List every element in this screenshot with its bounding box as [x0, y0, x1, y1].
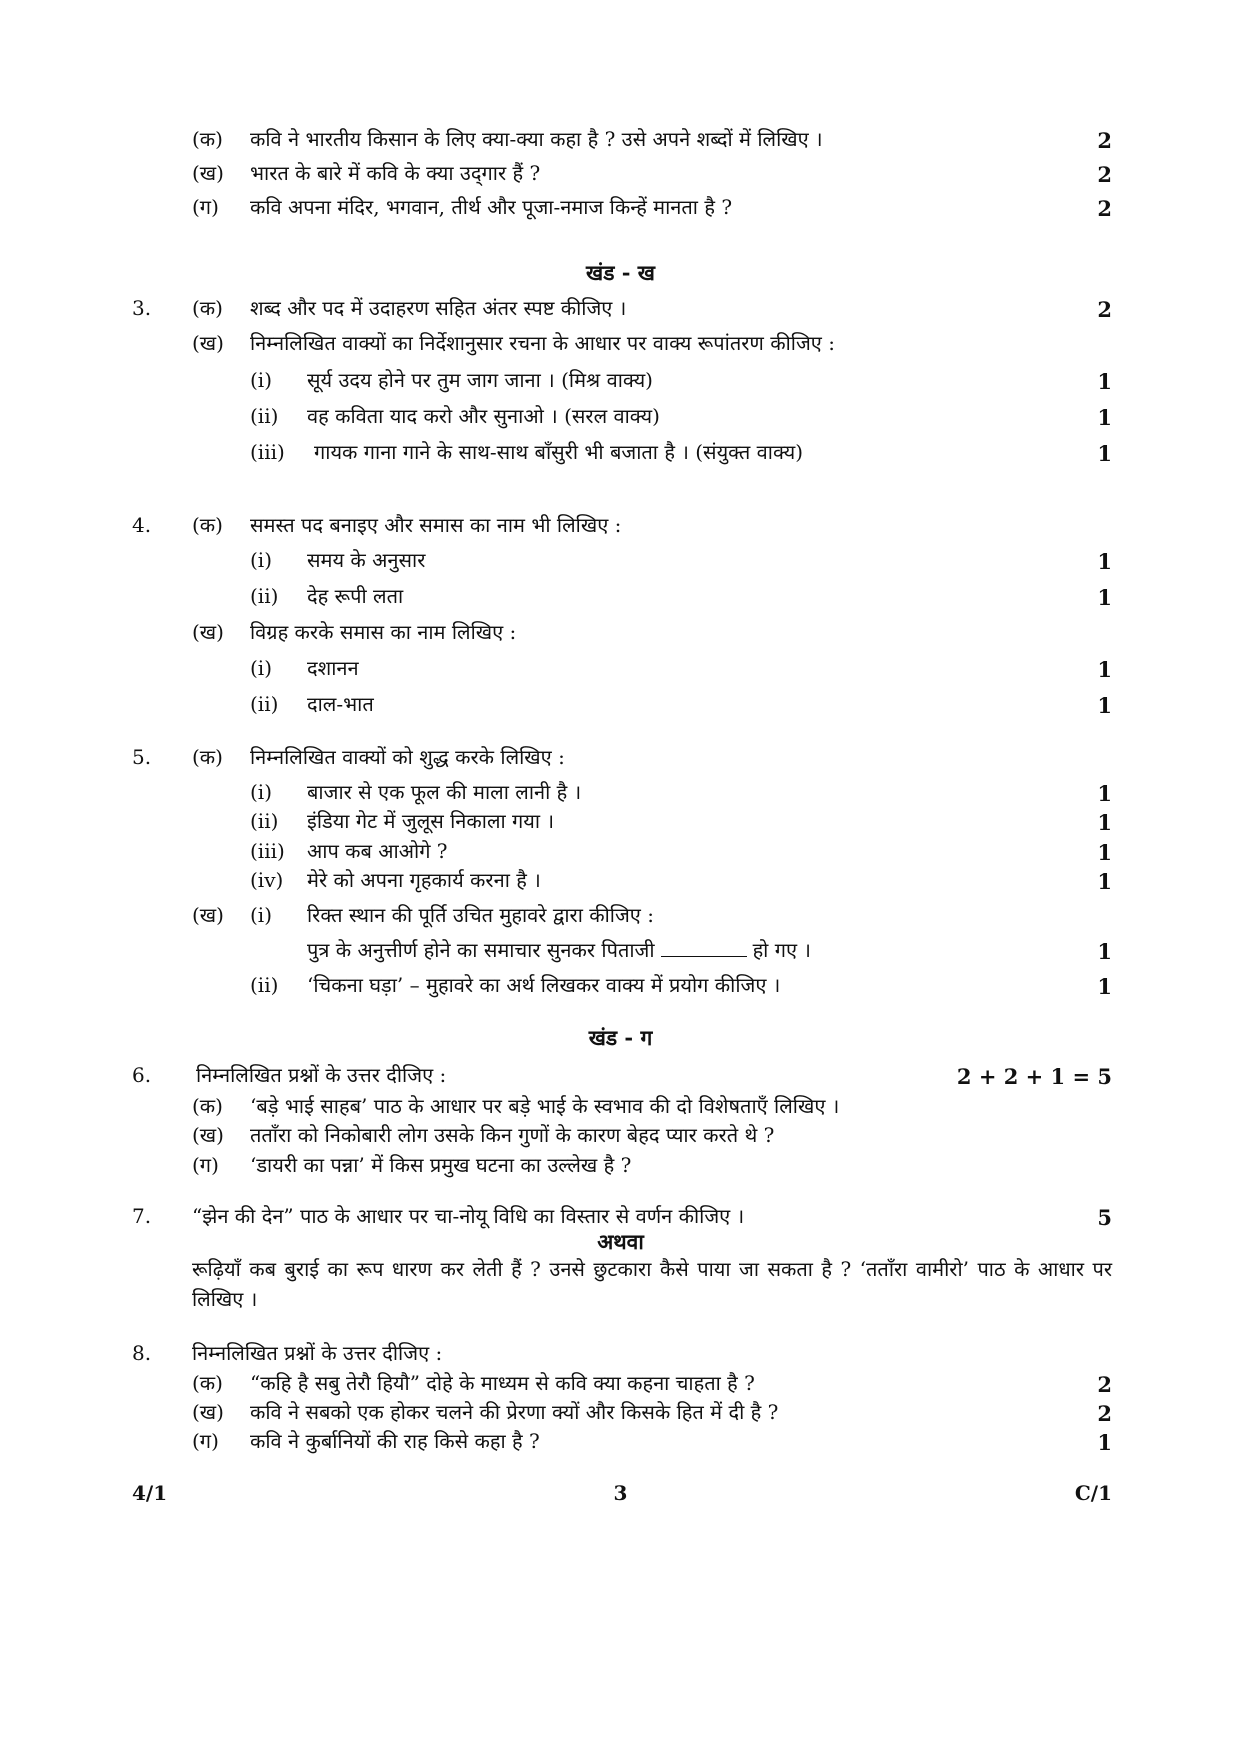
- page-number: 3: [613, 1481, 628, 1505]
- footer-code: 4/1: [132, 1481, 168, 1505]
- q2-c-text: कवि अपना मंदिर, भगवान, तीर्थ और पूजा-नमाज किन्हें मानता है ?: [250, 195, 733, 219]
- q6-c-text: ‘डायरी का पन्ना’ में किस प्रमुख घटना का उल्लेख है ?: [250, 1153, 632, 1177]
- q2-b-marks: 2: [1097, 162, 1112, 187]
- q6-a-text: ‘बड़े भाई साहब’ पाठ के आधार पर बड़े भाई के स्वभाव की दो विशेषताएँ लिखिए ।: [250, 1094, 840, 1118]
- q2-c-label: (ग): [192, 195, 219, 219]
- q3-b-i-marks: 1: [1097, 369, 1112, 394]
- q8-a-marks: 2: [1097, 1372, 1112, 1397]
- q7-marks: 5: [1097, 1205, 1112, 1230]
- q4-b-label: (ख): [192, 620, 224, 644]
- q5-b-ii-num: (ii): [250, 973, 279, 997]
- q5-a-i-text: बाजार से एक फूल की माला लानी है ।: [307, 780, 582, 804]
- q8-b-marks: 2: [1097, 1401, 1112, 1426]
- q5-a-iv-marks: 1: [1097, 869, 1112, 894]
- q2-a-marks: 2: [1097, 128, 1112, 153]
- q3-b-i-text: सूर्य उदय होने पर तुम जाग जाना । (मिश्र वाक्य): [307, 368, 653, 392]
- q5-a-i-num: (i): [250, 780, 273, 804]
- q5-b-ii-text: ‘चिकना घड़ा’ – मुहावरे का अर्थ लिखकर वाक्य में प्रयोग कीजिए ।: [307, 973, 781, 997]
- q8-c-marks: 1: [1097, 1430, 1112, 1455]
- q7-or: अथवा: [597, 1229, 644, 1254]
- q5-a-ii-num: (ii): [250, 809, 279, 833]
- q5-a-ii-text: इंडिया गेट में जुलूस निकाला गया ।: [307, 809, 555, 833]
- footer-set: C/1: [1074, 1481, 1112, 1505]
- q5-a-iii-num: (iii): [250, 839, 285, 863]
- q4-b-text: विग्रह करके समास का नाम लिखिए :: [250, 620, 517, 644]
- q3-b-ii-num: (ii): [250, 404, 279, 428]
- q4-b-ii-text: दाल-भात: [307, 692, 374, 716]
- q5-b-i-sentence: [307, 937, 811, 963]
- q5-a-ii-marks: 1: [1097, 810, 1112, 835]
- q5-a-iv-num: (iv): [250, 868, 284, 892]
- q2-b-label: (ख): [192, 161, 224, 185]
- q6-number: 6.: [132, 1063, 152, 1087]
- q8-c-text: कवि ने कुर्बानियों की राह किसे कहा है ?: [250, 1429, 540, 1453]
- q3-b-i-num: (i): [250, 368, 273, 392]
- q2-a-text: कवि ने भारतीय किसान के लिए क्या-क्या कहा है ? उसे अपने शब्दों में लिखिए ।: [250, 127, 823, 151]
- q4-a-ii-text: देह रूपी लता: [307, 584, 404, 608]
- q6-a-label: (क): [192, 1094, 223, 1118]
- q3-number: 3.: [132, 296, 152, 320]
- q5-a-label: (क): [192, 745, 223, 769]
- q3-a-label: (क): [192, 296, 223, 320]
- q5-a-text: निम्नलिखित वाक्यों को शुद्ध करके लिखिए :: [250, 745, 565, 769]
- q2-a-label: (क): [192, 127, 223, 151]
- q4-a-label: (क): [192, 513, 223, 537]
- q5-b-ii-marks: 1: [1097, 974, 1112, 999]
- q2-b-text: भारत के बारे में कवि के क्या उद्‌गार हैं ?: [250, 161, 541, 185]
- q4-b-i-text: दशानन: [307, 656, 359, 680]
- q5-a-iv-text: मेरे को अपना गृहकार्य करना है ।: [307, 868, 541, 892]
- q4-b-i-num: (i): [250, 656, 273, 680]
- q4-a-i-num: (i): [250, 548, 273, 572]
- q4-a-ii-marks: 1: [1097, 585, 1112, 610]
- q4-a-text: समस्त पद बनाइए और समास का नाम भी लिखिए :: [250, 513, 622, 537]
- q6-b-text: तताँरा को निकोबारी लोग उसके किन गुणों के कारण बेहद प्यार करते थे ?: [250, 1123, 775, 1147]
- q3-a-marks: 2: [1097, 297, 1112, 322]
- q4-b-ii-num: (ii): [250, 692, 279, 716]
- q8-c-label: (ग): [192, 1429, 219, 1453]
- q8-a-label: (क): [192, 1371, 223, 1395]
- q5-number: 5.: [132, 745, 152, 769]
- q5-b-i-sentence-start: पुत्र के अनुत्तीर्ण होने का समाचार सुनकर पिताजी: [307, 938, 655, 962]
- q8-number: 8.: [132, 1341, 152, 1365]
- q5-b-i-sentence-end: हो गए ।: [752, 938, 811, 962]
- q6-text: निम्नलिखित प्रश्नों के उत्तर दीजिए :: [196, 1063, 447, 1087]
- q6-c-label: (ग): [192, 1153, 219, 1177]
- q5-b-i-text: रिक्त स्थान की पूर्ति उचित मुहावरे द्वारा कीजिए :: [307, 903, 654, 927]
- q8-b-text: कवि ने सबको एक होकर चलने की प्रेरणा क्यों और किसके हित में दी है ?: [250, 1400, 779, 1424]
- q6-marks: 2 + 2 + 1 = 5: [956, 1064, 1112, 1089]
- q3-b-text: निम्नलिखित वाक्यों का निर्देशानुसार रचना के आधार पर वाक्य रूपांतरण कीजिए :: [250, 331, 835, 355]
- q4-a-i-text: समय के अनुसार: [307, 548, 426, 572]
- section-c-heading: खंड - ग: [588, 1025, 653, 1050]
- q8-b-label: (ख): [192, 1400, 224, 1424]
- q4-a-i-marks: 1: [1097, 549, 1112, 574]
- q3-b-iii-num: (iii): [250, 440, 285, 464]
- q3-a-text: शब्द और पद में उदाहरण सहित अंतर स्पष्ट कीजिए ।: [250, 296, 627, 320]
- q8-a-text: “कहि है सबु तेरौ हियौ” दोहे के माध्यम से कवि क्या कहना चाहता है ?: [250, 1371, 755, 1395]
- q5-a-iii-text: आप कब आओगे ?: [307, 839, 448, 863]
- q5-a-i-marks: 1: [1097, 781, 1112, 806]
- q2-c-marks: 2: [1097, 196, 1112, 221]
- q4-b-ii-marks: 1: [1097, 693, 1112, 718]
- q7-text: “झेन की देन” पाठ के आधार पर चा-नोयू विधि का विस्तार से वर्णन कीजिए ।: [192, 1204, 745, 1228]
- q6-b-label: (ख): [192, 1123, 224, 1147]
- q3-b-ii-marks: 1: [1097, 405, 1112, 430]
- q5-a-iii-marks: 1: [1097, 840, 1112, 865]
- q3-b-ii-text: वह कविता याद करो और सुनाओ । (सरल वाक्य): [307, 404, 660, 428]
- q3-b-iii-marks: 1: [1097, 441, 1112, 466]
- q5-b-i-num: (i): [250, 903, 273, 927]
- section-b-heading: खंड - ख: [586, 260, 655, 285]
- q8-text: निम्नलिखित प्रश्नों के उत्तर दीजिए :: [192, 1341, 443, 1365]
- q3-b-label: (ख): [192, 331, 224, 355]
- q5-b-label: (ख): [192, 903, 224, 927]
- q7-alt-text: रूढ़ियाँ कब बुराई का रूप धारण कर लेती हैं ? उनसे छुटकारा कैसे पाया जा सकता है ? ‘तताँरा वामीरो’ पाठ के आधार पर लिखिए ।: [192, 1257, 1112, 1311]
- q3-b-iii-text: गायक गाना गाने के साथ-साथ बाँसुरी भी बजाता है । (संयुक्त वाक्य): [314, 440, 804, 464]
- q4-b-i-marks: 1: [1097, 657, 1112, 682]
- q4-a-ii-num: (ii): [250, 584, 279, 608]
- q7-number: 7.: [132, 1204, 152, 1228]
- q5-b-i-marks: 1: [1097, 939, 1112, 964]
- fill-in-blank: [661, 938, 747, 957]
- q4-number: 4.: [132, 513, 152, 537]
